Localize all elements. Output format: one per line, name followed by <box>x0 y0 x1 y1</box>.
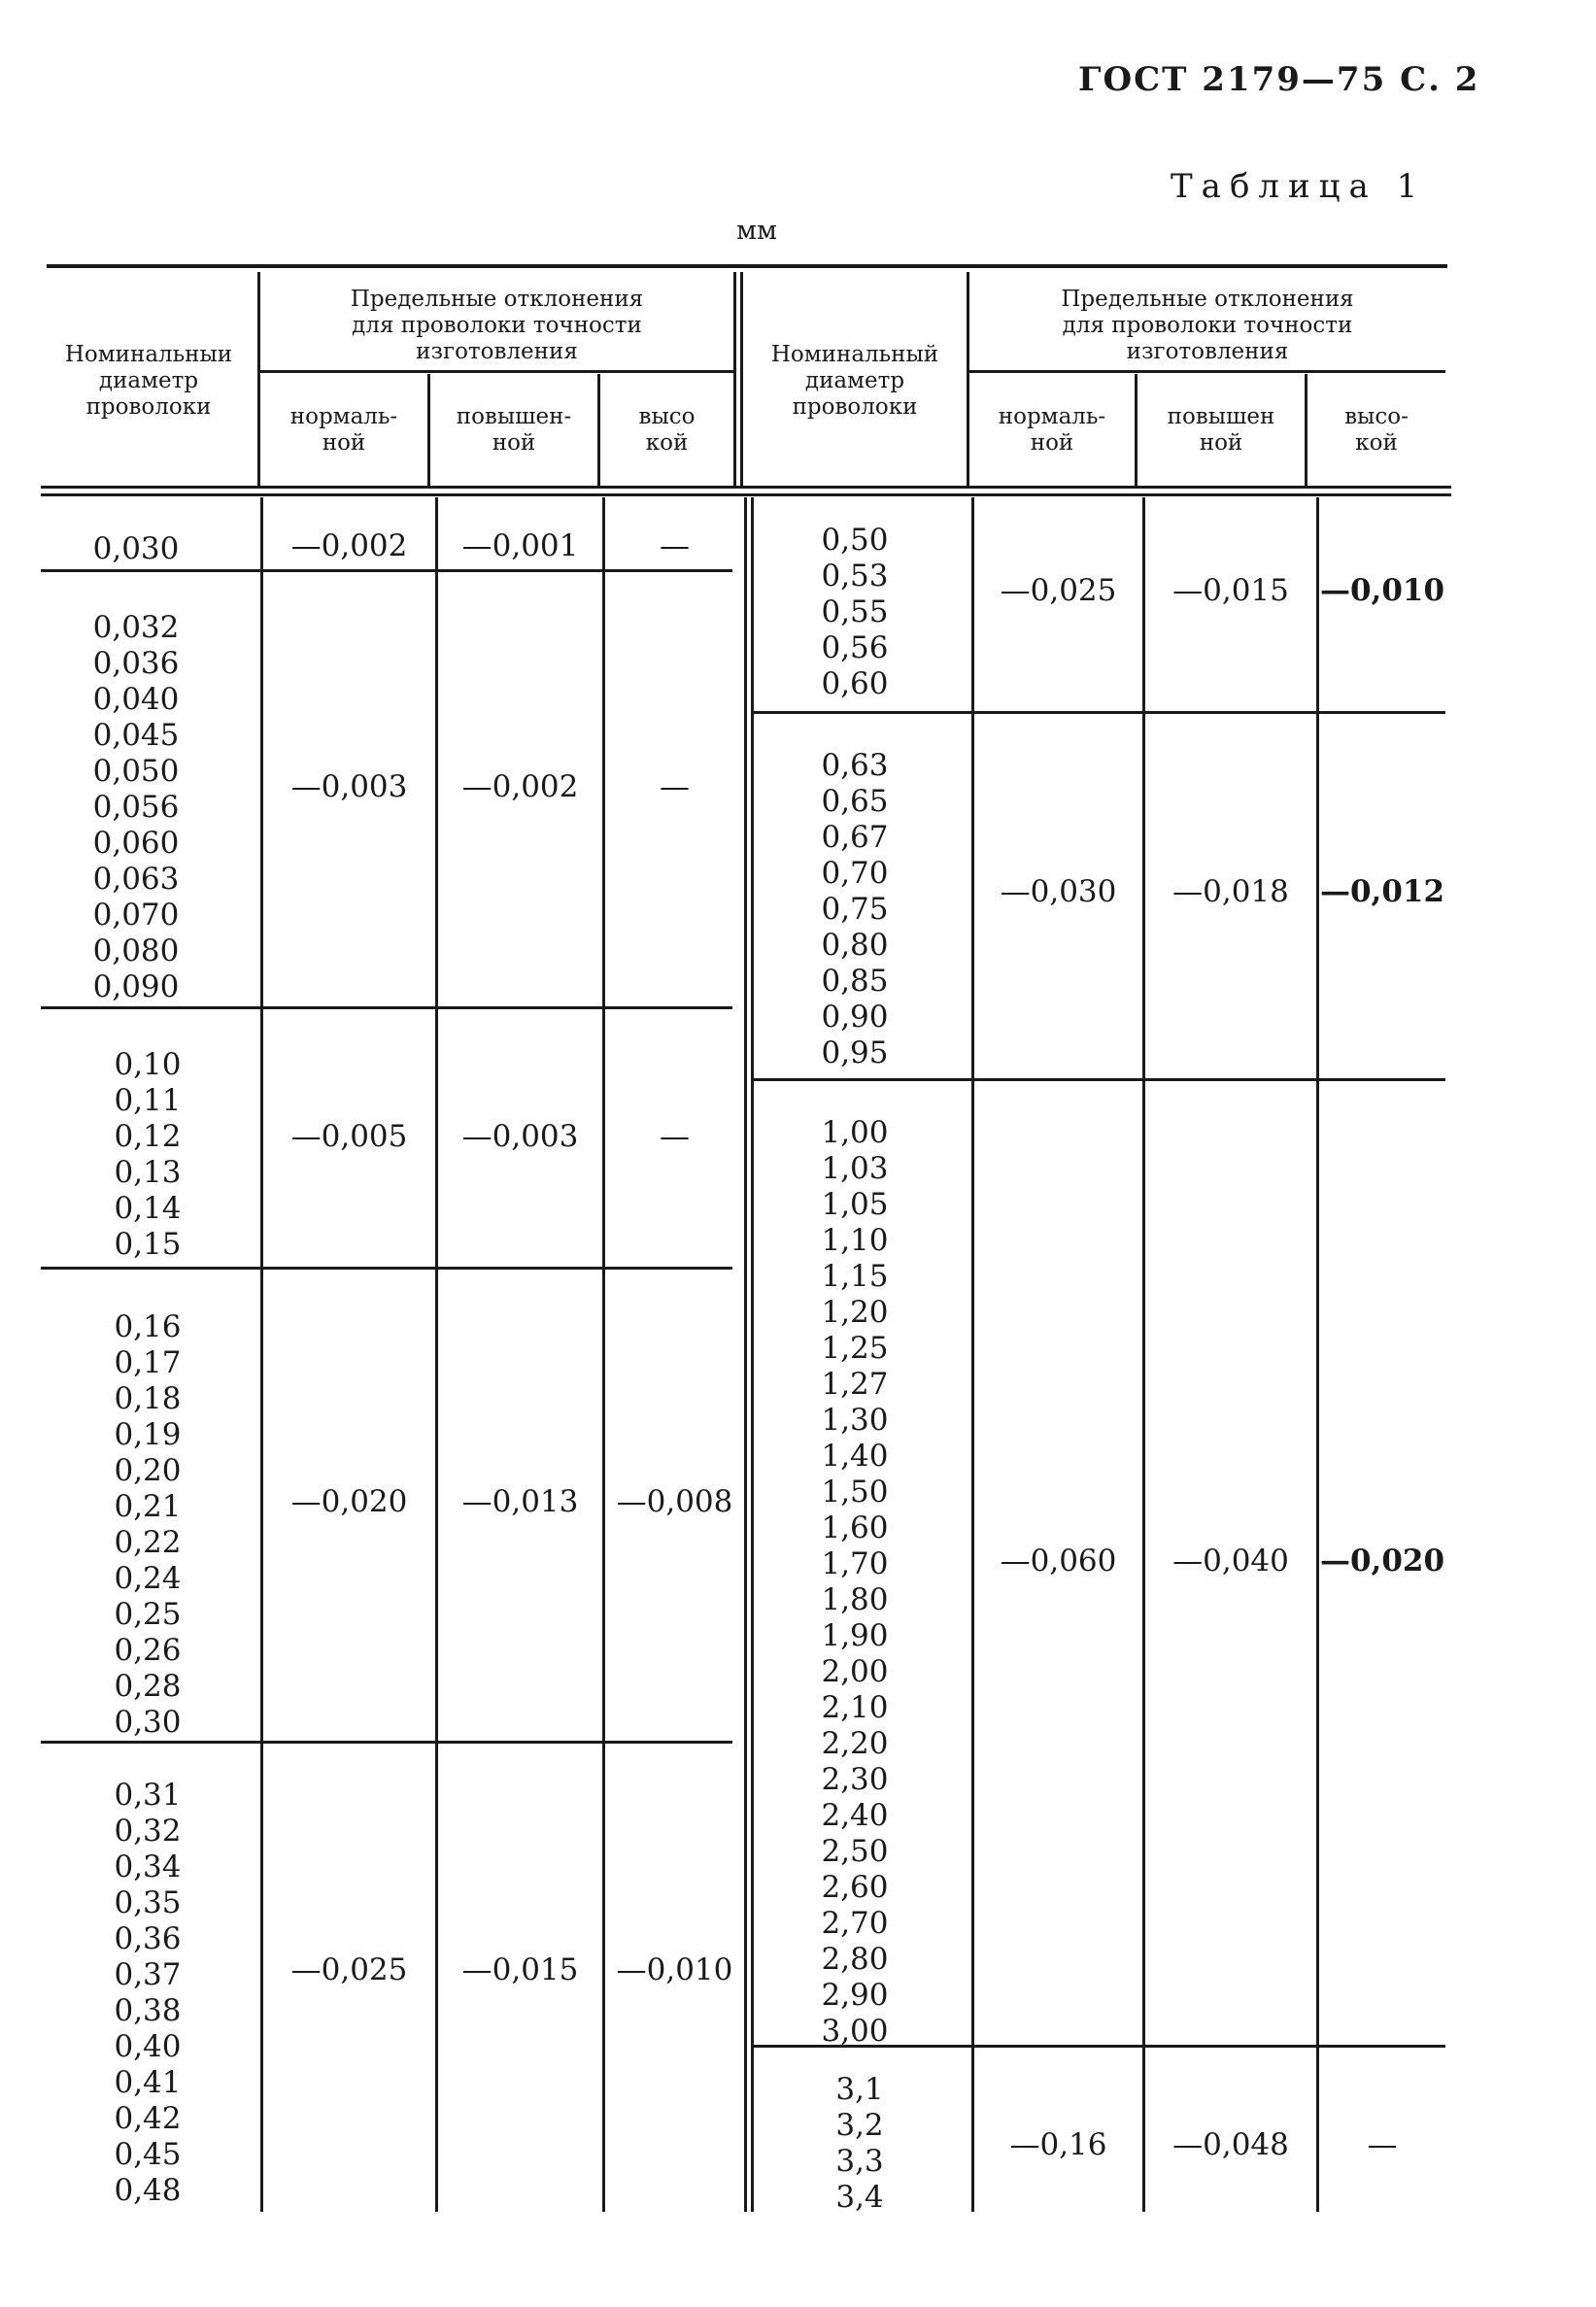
body-vline-5 <box>751 497 754 2212</box>
right-group-2-increased: —0,018 <box>1172 874 1289 909</box>
body-vline-7 <box>1142 497 1145 2212</box>
right-group-2-normal: —0,030 <box>1000 874 1117 909</box>
header-high-left: высо кой <box>638 404 696 456</box>
right-group-1-normal: —0,025 <box>1000 573 1117 608</box>
left-group-2-normal: —0,003 <box>290 769 408 804</box>
header-normal-right: нормаль- ной <box>998 404 1106 456</box>
left-group-separator-2 <box>41 1006 732 1009</box>
header-increased-left: повышен- ной <box>456 404 572 456</box>
right-group-3-normal: —0,060 <box>1000 1544 1117 1578</box>
header-high-right: высо- кой <box>1344 404 1409 456</box>
left-group-2-increased: —0,002 <box>461 769 579 804</box>
left-group-1-diameters: 0,030 <box>92 531 180 566</box>
right-group-4-diameters: 3,1 3,2 3,3 3,4 <box>835 2072 884 2215</box>
left-group-5-increased: —0,015 <box>461 1952 579 1987</box>
left-subheader-rule <box>257 370 733 373</box>
body-vline-4 <box>744 497 747 2212</box>
header-nominal-diameter-right: Номинальный диаметр проволоки <box>770 342 939 420</box>
left-group-1-high: — <box>660 528 690 563</box>
right-group-3-high: —0,020 <box>1319 1544 1445 1578</box>
left-group-3-normal: —0,005 <box>290 1119 408 1154</box>
left-group-separator-1 <box>41 569 732 572</box>
left-group-2-diameters: 0,032 0,036 0,040 0,045 0,050 0,056 0,060 0,063 0,070 0,080 0,090 <box>92 610 180 1004</box>
right-group-separator-2 <box>754 1078 1445 1081</box>
right-group-4-increased: —0,048 <box>1172 2127 1289 2162</box>
units-label: мм <box>736 216 778 246</box>
right-group-4-normal: —0,16 <box>1009 2127 1107 2162</box>
left-group-4-normal: —0,020 <box>290 1484 408 1519</box>
left-group-separator-4 <box>41 1741 732 1744</box>
hdr-vline-4 <box>733 272 736 486</box>
right-group-4-high: — <box>1367 2127 1398 2162</box>
body-vline-6 <box>971 497 974 2212</box>
header-deviations-right: Предельные отклонения для проволоки точности изготовления <box>1061 287 1354 364</box>
header-bottom-rule-2 <box>41 493 1451 496</box>
table-title: Таблица 1 <box>1171 167 1427 206</box>
header-normal-left: нормаль- ной <box>289 404 398 456</box>
left-group-4-diameters: 0,16 0,17 0,18 0,19 0,20 0,21 0,22 0,24 0,25 0,26 0,28 0,30 <box>114 1309 182 1740</box>
right-group-separator-1 <box>754 711 1445 714</box>
left-group-3-increased: —0,003 <box>461 1119 579 1154</box>
left-group-5-diameters: 0,31 0,32 0,34 0,35 0,36 0,37 0,38 0,40 0,41 0,42 0,45 0,48 <box>114 1778 182 2208</box>
header-deviations-left: Предельные отклонения для проволоки точности изготовления <box>350 287 644 364</box>
right-group-2-diameters: 0,63 0,65 0,67 0,70 0,75 0,80 0,85 0,90 0,95 <box>821 748 889 1070</box>
left-group-5-normal: —0,025 <box>290 1952 408 1987</box>
header-increased-right: повышен ной <box>1167 404 1275 456</box>
left-group-3-high: — <box>660 1119 690 1154</box>
right-group-1-increased: —0,015 <box>1172 573 1289 608</box>
right-group-2-high: —0,012 <box>1319 874 1445 909</box>
left-group-2-high: — <box>660 769 690 804</box>
header-nominal-diameter: Номинальныи диаметр проволоки <box>64 342 233 420</box>
body-vline-8 <box>1316 497 1319 2212</box>
right-group-1-high: —0,010 <box>1319 573 1445 608</box>
left-group-5-high: —0,010 <box>616 1952 733 1987</box>
page-header: ГОСТ 2179—75 С. 2 <box>1078 60 1480 99</box>
right-group-3-diameters: 1,00 1,03 1,05 1,10 1,15 1,20 1,25 1,27 1,30 1,40 1,50 1,60 1,70 1,80 1,90 2,00 2,10 2,20 2,30 2,40 2,50 2,60 2,70 2,80 2,90 3,00 <box>821 1115 889 2049</box>
right-group-1-diameters: 0,50 0,53 0,55 0,56 0,60 <box>821 523 889 701</box>
left-group-separator-3 <box>41 1267 732 1270</box>
left-group-3-diameters: 0,10 0,11 0,12 0,13 0,14 0,15 <box>114 1047 182 1262</box>
left-group-1-increased: —0,001 <box>461 528 579 563</box>
left-group-4-high: —0,008 <box>616 1484 733 1519</box>
left-group-1-normal: —0,002 <box>290 528 408 563</box>
right-subheader-rule <box>969 370 1445 373</box>
table-top-rule <box>47 264 1447 268</box>
right-group-3-increased: —0,040 <box>1172 1544 1289 1578</box>
header-bottom-rule-1 <box>41 486 1451 489</box>
left-group-4-increased: —0,013 <box>461 1484 579 1519</box>
